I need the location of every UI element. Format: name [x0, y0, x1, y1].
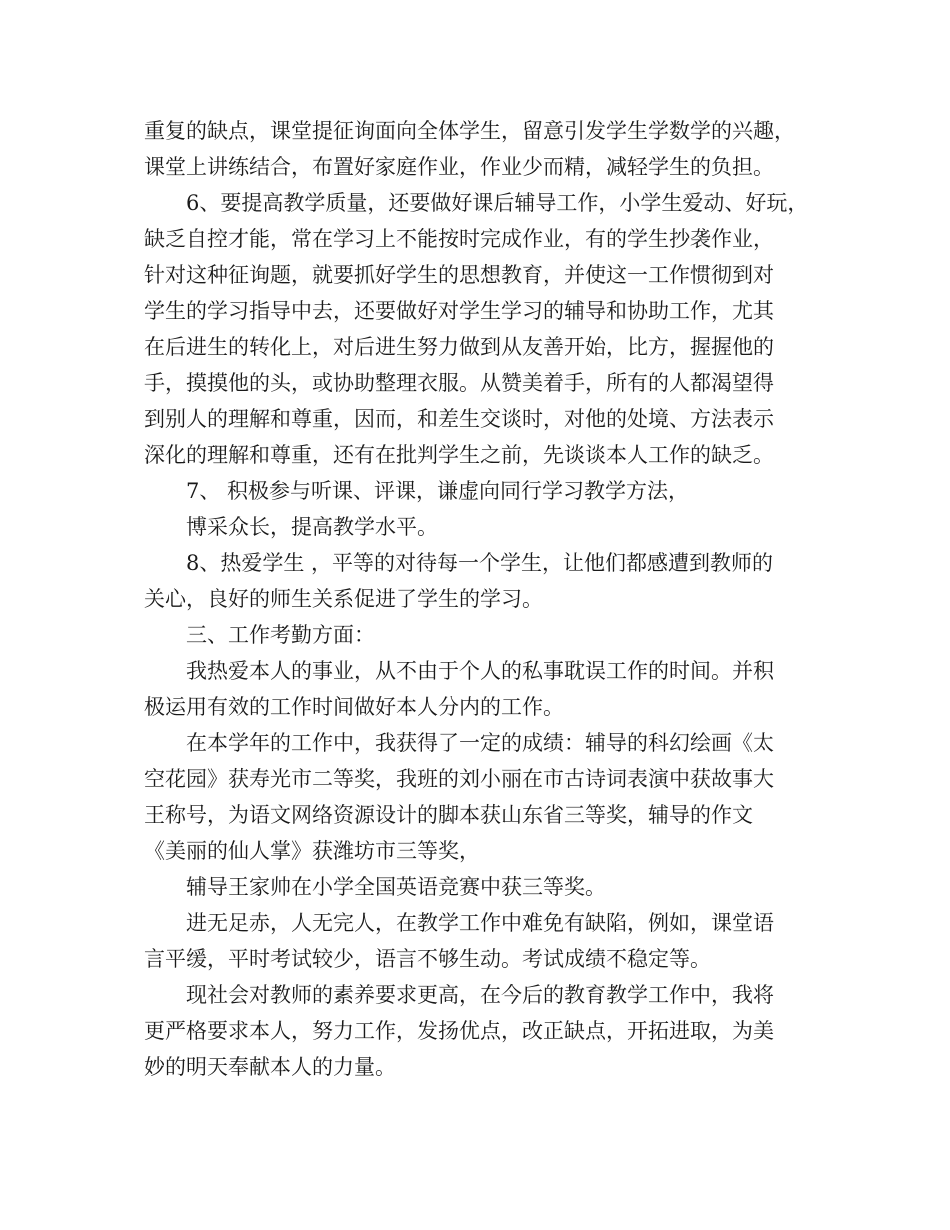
text-line: 课堂上讲练结合，布置好家庭作业，作业少而精，减轻学生的负担。	[144, 155, 774, 179]
text-line: 博采众长，提高教学水平。	[186, 515, 438, 539]
text-line: 辅导王家帅在小学全国英语竞赛中获三等奖。	[186, 875, 606, 899]
text-line: 缺乏自控才能，常在学习上不能按时完成作业，有的学生抄袭作业，	[144, 227, 774, 251]
text-line: 在后进生的转化上，对后进生努力做到从友善开始，比方，握握他的	[144, 335, 774, 359]
text-line: 在本学年的工作中，我获得了一定的成绩：辅导的科幻绘画《太	[186, 731, 774, 755]
text-line: 我热爱本人的事业，从不由于个人的私事耽误工作的时间。并积	[186, 659, 774, 683]
text-line: 7、 积极参与听课、评课，谦虚向同行学习教学方法，	[186, 479, 690, 503]
text-line: 手，摸摸他的头，或协助整理衣服。从赞美着手，所有的人都渴望得	[144, 371, 774, 395]
text-line: 言平缓，平时考试较少，语言不够生动。考试成绩不稳定等。	[144, 947, 711, 971]
section-heading: 三、工作考勤方面：	[186, 623, 375, 647]
text-line: 到别人的理解和尊重，因而，和差生交谈时，对他的处境、方法表示	[144, 407, 774, 431]
text-line: 8、热爱学生 ，平等的对待每一个学生，让他们都感遭到教师的	[186, 551, 774, 575]
text-line: 进无足赤，人无完人，在教学工作中难免有缺陷，例如，课堂语	[186, 911, 774, 935]
text-line: 妙的明天奉献本人的力量。	[144, 1055, 396, 1079]
text-line: 现社会对教师的素养要求更高，在今后的教育教学工作中，我将	[186, 983, 774, 1007]
text-line: 关心，良好的师生关系促进了学生的学习。	[144, 587, 543, 611]
text-line: 深化的理解和尊重，还有在批判学生之前，先谈谈本人工作的缺乏。	[144, 443, 774, 467]
text-line: 极运用有效的工作时间做好本人分内的工作。	[144, 695, 564, 719]
text-line: 针对这种征询题，就要抓好学生的思想教育，并使这一工作惯彻到对	[144, 263, 774, 287]
text-line: 学生的学习指导中去，还要做好对学生学习的辅导和协助工作，尤其	[144, 299, 774, 323]
text-line: 6、要提高教学质量，还要做好课后辅导工作，小学生爱动、好玩，	[186, 191, 809, 215]
text-line: 空花园》获寿光市二等奖，我班的刘小丽在市古诗词表演中获故事大	[144, 767, 774, 791]
text-line: 更严格要求本人，努力工作，发扬优点，改正缺点，开拓进取，为美	[144, 1019, 774, 1043]
text-line: 《美丽的仙人掌》获潍坊市三等奖，	[144, 839, 480, 863]
document-body	[144, 113, 834, 1085]
text-line: 重复的缺点，课堂提征询面向全体学生，留意引发学生学数学的兴趣，	[144, 119, 795, 143]
text-line: 王称号，为语文网络资源设计的脚本获山东省三等奖，辅导的作文	[144, 803, 753, 827]
